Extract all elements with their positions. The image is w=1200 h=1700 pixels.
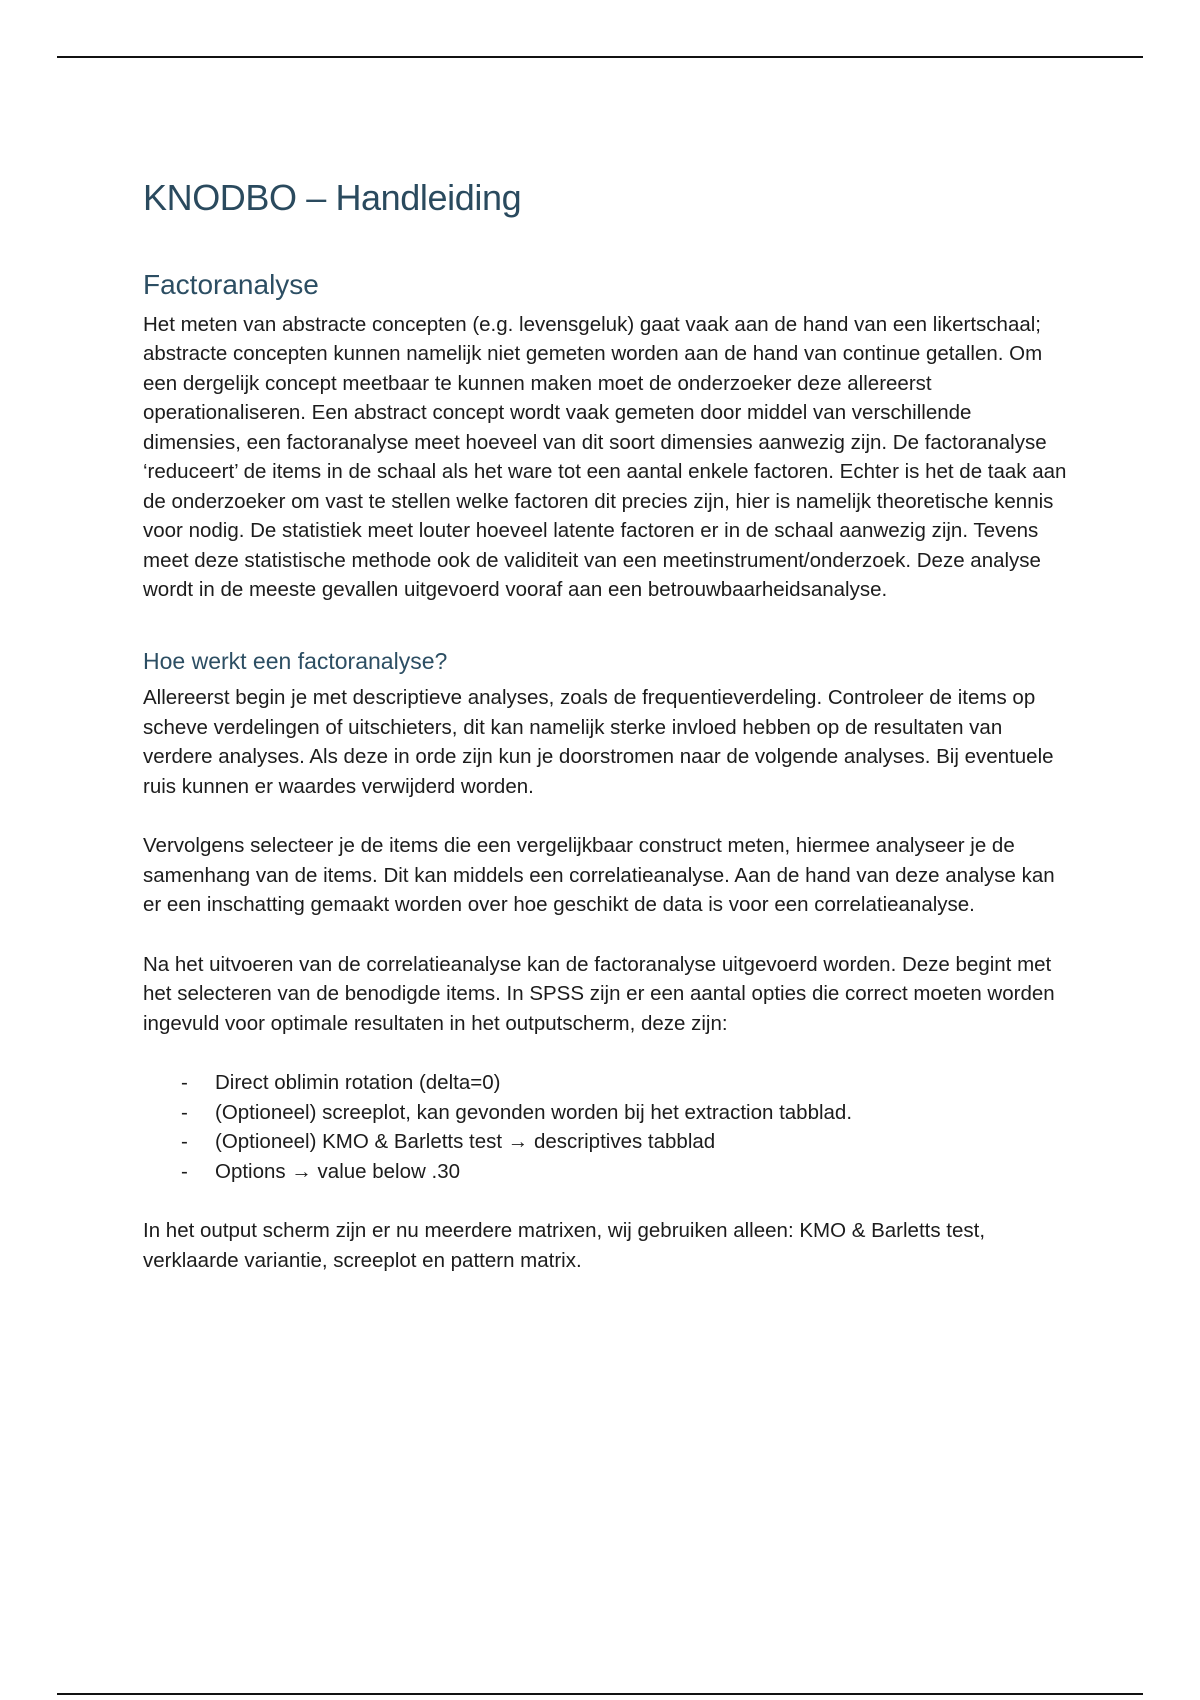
- output-paragraph: In het output scherm zijn er nu meerdere matrixen, wij gebruiken alleen: KMO & Barletts test, verklaarde variantie, screeplot en pattern matrix.: [143, 1219, 986, 1272]
- list-item-text: (Optioneel) screeplot, kan gevonden worden bij het extraction tabblad.: [215, 1100, 853, 1124]
- list-item-text: Options → value below .30: [215, 1159, 460, 1183]
- bullet-dash: -: [181, 1159, 188, 1183]
- bullet-dash: -: [181, 1071, 188, 1095]
- document-body: [143, 176, 1073, 1275]
- list-item: [181, 1157, 1073, 1187]
- list-item-text: (Optioneel) KMO & Barletts test → descriptives tabblad: [215, 1130, 716, 1154]
- bullet-dash: -: [181, 1130, 188, 1154]
- spss-options-list: [143, 1068, 1073, 1186]
- intro-paragraph: Het meten van abstracte concepten (e.g. levensgeluk) gaat vaak aan de hand van een likertschaal; abstracte concepten kunnen namelijk niet gemeten worden aan de hand van continue getallen. Om een dergelijk concept meetbaar te kunnen maken moet de onderzoeker deze allereerst operationaliseren. Een abstract concept wordt vaak gemeten door middel van verschillende dimensies, een factoranalyse meet hoeveel van dit soort dimensies aanwezig zijn. De factoranalyse ‘reduceert’ de items in de schaal als het ware tot een aantal enkele factoren. Echter is het de taak aan de onderzoeker om vast te stellen welke factoren dit precies zijn, hier is namelijk theoretische kennis voor nodig. De statistiek meet louter hoeveel latente factoren er in de schaal aanwezig zijn. Tevens meet deze statistische methode ook de validiteit van een meetinstrument/onderzoek. Deze analyse wordt in de meeste gevallen uitgevoerd vooraf aan een betrouwbaarheidsanalyse.: [143, 312, 1067, 602]
- spss-options-paragraph: Na het uitvoeren van de correlatieanalyse kan de factoranalyse uitgevoerd worden. Deze begint met het selecteren van de benodigde items. In SPSS zijn er een aantal opties die correct moeten worden ingevuld voor optimale resultaten in het outputscherm, deze zijn:: [143, 952, 1055, 1035]
- descriptive-analysis-paragraph: Allereerst begin je met descriptieve analyses, zoals de frequentieverdeling. Controleer de items op scheve verdelingen of uitschieters, dit kan namelijk sterke invloed hebben op de resultaten van verdere analyses. Als deze in orde zijn kun je doorstromen naar de volgende analyses. Bij eventuele ruis kunnen er waardes verwijderd worden.: [143, 686, 1054, 798]
- section-heading-factoranalyse: Factoranalyse: [143, 269, 319, 301]
- footer-rule: [57, 1693, 1143, 1695]
- list-item: [181, 1127, 1073, 1157]
- list-item-text: Direct oblimin rotation (delta=0): [215, 1071, 501, 1095]
- correlation-analysis-paragraph: Vervolgens selecteer je de items die een vergelijkbaar construct meten, hiermee analyseer je de samenhang van de items. Dit kan middels een correlatieanalyse. Aan de hand van deze analyse kan er een inschatting gemaakt worden over hoe geschikt de data is voor een correlatieanalyse.: [143, 834, 1055, 917]
- list-item: [181, 1068, 1073, 1098]
- header-rule: [57, 56, 1143, 58]
- sub-heading-how-it-works: Hoe werkt een factoranalyse?: [143, 647, 448, 674]
- list-item: [181, 1098, 1073, 1128]
- bullet-dash: -: [181, 1100, 188, 1124]
- document-title: KNODBO – Handleiding: [143, 177, 522, 218]
